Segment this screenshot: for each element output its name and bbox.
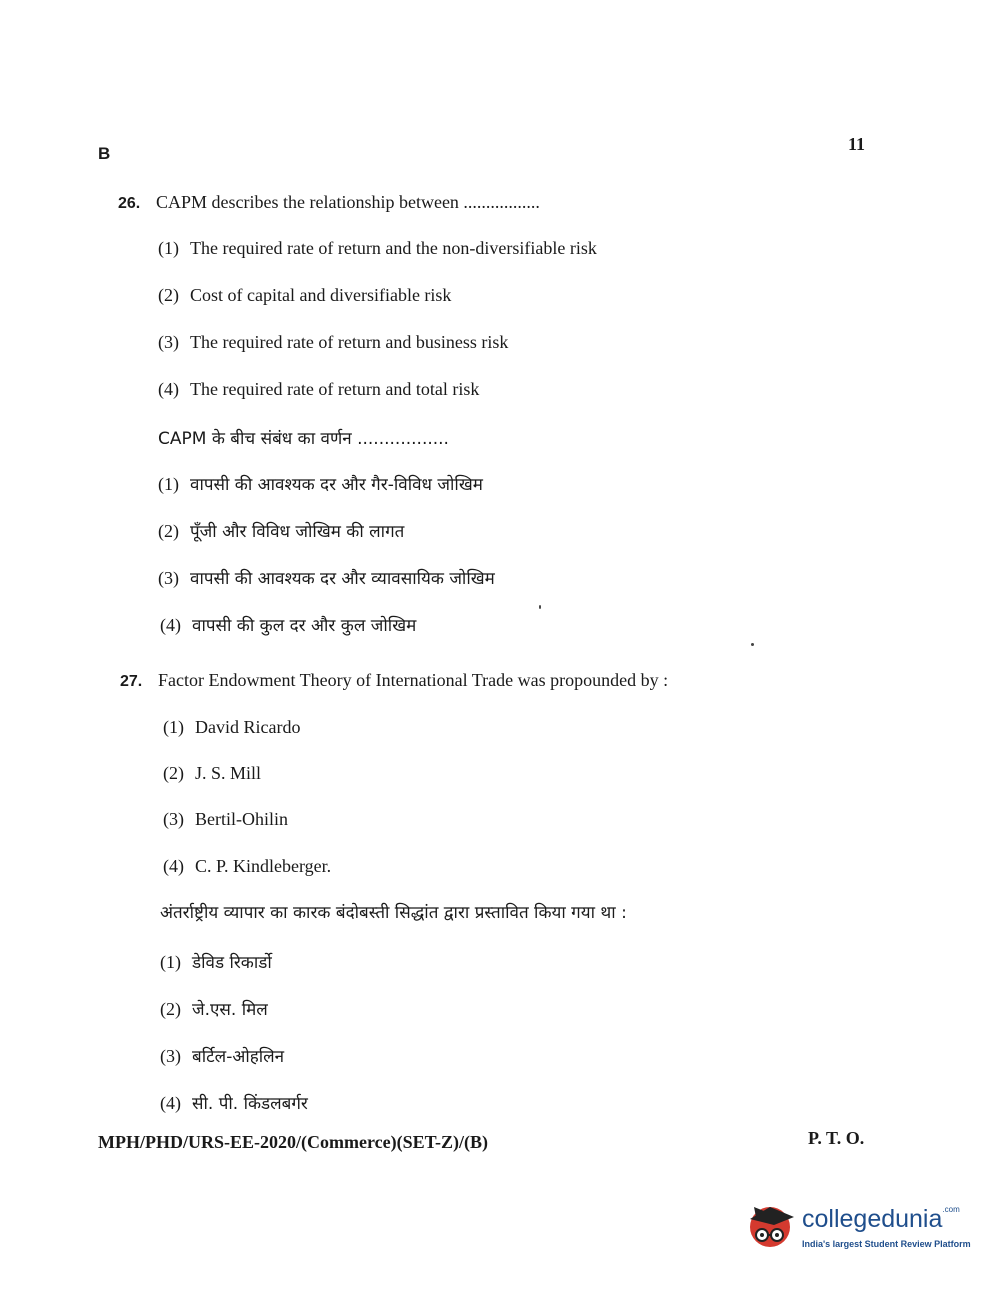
option-number: (1)	[158, 474, 179, 494]
option-number: (4)	[160, 615, 181, 635]
brand-tagline: India's largest Student Review Platform	[802, 1239, 971, 1249]
option-number: (3)	[163, 809, 184, 829]
question-text-en: CAPM describes the relationship between .................	[156, 192, 540, 212]
option-en-3	[158, 332, 508, 353]
option-hi-1	[160, 950, 272, 973]
option-en-2	[158, 285, 451, 306]
option-en-1	[163, 717, 300, 738]
question-27	[120, 670, 668, 691]
question-number: 27.	[120, 673, 143, 690]
collegedunia-logo	[744, 1197, 974, 1257]
scan-speck	[751, 643, 754, 646]
option-text: Cost of capital and diversifiable risk	[190, 285, 452, 305]
option-hi-2	[160, 997, 268, 1020]
option-text: J. S. Mill	[195, 763, 262, 783]
option-text: The required rate of return and total risk	[190, 379, 480, 399]
option-hi-1	[158, 472, 483, 495]
option-text: वापसी की आवश्यक दर और गैर-विविध जोखिम	[190, 475, 483, 495]
option-hi-4	[160, 613, 416, 636]
option-number: (4)	[163, 856, 184, 876]
option-number: (4)	[158, 379, 179, 399]
option-number: (1)	[158, 238, 179, 258]
option-hi-3	[160, 1044, 284, 1067]
question-text-hi: CAPM के बीच संबंध का वर्णन .................	[158, 429, 449, 449]
option-number: (3)	[158, 332, 179, 352]
option-en-3	[163, 809, 288, 830]
question-26	[118, 192, 540, 213]
option-text: David Ricardo	[195, 717, 301, 737]
option-number: (1)	[163, 717, 184, 737]
option-text: डेविड रिकार्डो	[192, 953, 272, 973]
option-text: सी. पी. किंडलबर्गर	[192, 1094, 308, 1114]
question-text-en: Factor Endowment Theory of International Trade was propounded by :	[158, 670, 669, 690]
option-number: (2)	[160, 999, 181, 1019]
option-text: The required rate of return and business risk	[190, 332, 509, 352]
option-text: C. P. Kindleberger.	[195, 856, 332, 876]
option-text: बर्टिल-ओहलिन	[192, 1047, 285, 1067]
option-en-4	[158, 379, 479, 400]
option-text: वापसी की कुल दर और कुल जोखिम	[192, 616, 417, 636]
option-number: (3)	[158, 568, 179, 588]
option-text: जे.एस. मिल	[192, 1000, 268, 1020]
option-text: Bertil-Ohilin	[195, 809, 288, 829]
option-hi-3	[158, 566, 495, 589]
option-number: (2)	[163, 763, 184, 783]
option-number: (2)	[158, 521, 179, 541]
option-en-2	[163, 763, 261, 784]
option-number: (3)	[160, 1046, 181, 1066]
pto-label: P. T. O.	[808, 1128, 865, 1148]
option-text: पूँजी और विविध जोखिम की लागत	[190, 522, 405, 542]
option-number: (4)	[160, 1093, 181, 1113]
option-en-4	[163, 856, 331, 877]
set-letter: B	[98, 144, 111, 163]
option-number: (2)	[158, 285, 179, 305]
option-en-1	[158, 238, 597, 259]
scan-speck	[539, 605, 541, 609]
option-hi-2	[158, 519, 404, 542]
option-text: The required rate of return and the non-diversifiable risk	[190, 238, 597, 258]
mascot-icon	[744, 1197, 800, 1253]
option-hi-4	[160, 1091, 308, 1114]
question-text-hi: अंतर्राष्ट्रीय व्यापार का कारक बंदोबस्ती सिद्धांत द्वारा प्रस्तावित किया गया था :	[160, 903, 627, 923]
brand-name: collegedunia$^{.com}$	[802, 1205, 960, 1233]
exam-code: MPH/PHD/URS-EE-2020/(Commerce)(SET-Z)/(B)	[98, 1132, 488, 1152]
question-number: 26.	[118, 195, 141, 212]
option-number: (1)	[160, 952, 181, 972]
option-text: वापसी की आवश्यक दर और व्यावसायिक जोखिम	[190, 569, 495, 589]
page-number: 11	[848, 134, 866, 154]
